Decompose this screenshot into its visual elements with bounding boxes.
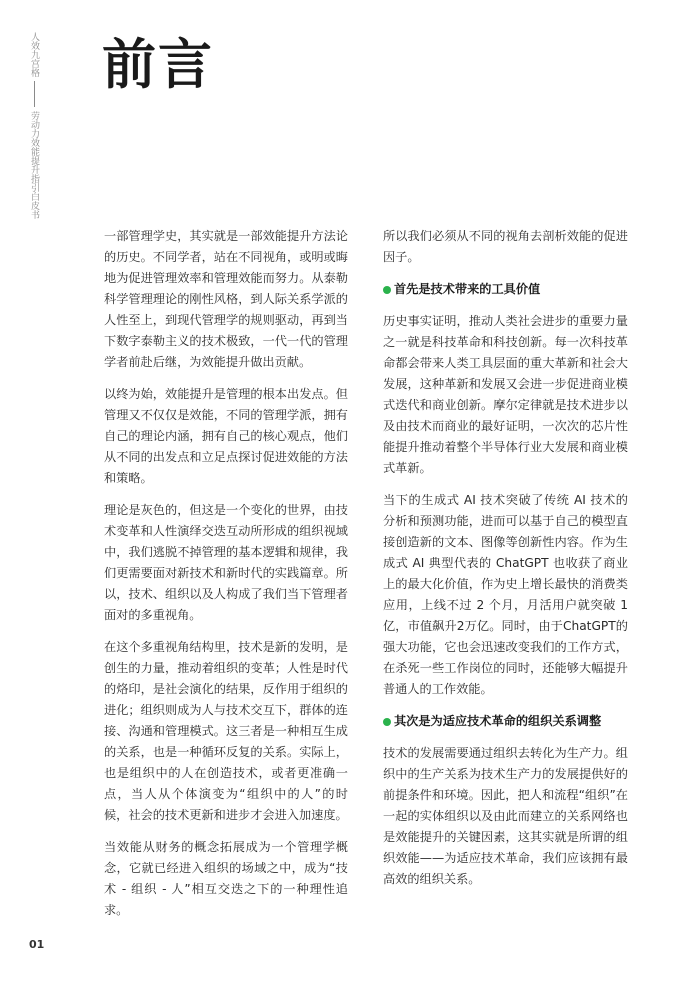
green-dot-icon (383, 286, 391, 294)
section-heading-text: 其次是为适应技术革命的组织关系调整 (394, 714, 602, 728)
side-label-divider (34, 81, 35, 107)
left-paragraph-2: 以终为始，效能提升是管理的根本出发点。但管理又不仅仅是效能，不同的管理学派，拥有自己的理论内涵，拥有自己的核心观点，他们从不同的出发点和立足点探讨促进效能的方法和策略。 (104, 387, 348, 485)
left-paragraph-1: 一部管理学史，其实就是一部效能提升方法论的历史。不同学者，站在不同视角，或明或晦地为促进管理效率和管理效能而努力。从泰勒科学管理理论的刚性风格，到人际关系学派的人性至上，到现代管理学的规则驱动，再到当下数字泰勒主义的技术极致，一代一代的管理学者前赴后继，为效能提升做出贡献。 (104, 229, 348, 369)
section1-paragraph-1: 历史事实证明，推动人类社会进步的重要力量之一就是科技革命和科技创新。每一次科技革命都会带来人类工具层面的重大革新和社会大发展，这种革新和发展又会进一步促进商业模式迭代和商业创新。摩尔定律就是技术进步以及由技术而商业的最好证明，一次次的芯片性能提升推动着整个半导体行业大发展和商业模式革新。 (383, 314, 628, 475)
section2-paragraph-1: 技术的发展需要通过组织去转化为生产力。组织中的生产关系为技术生产力的发展提供好的前提条件和环境。因此，把人和流程“组织”在一起的实体组织以及由此而建立的关系网络也是效能提升的关键因素，这其实就是所谓的组织效能——为适应技术革命，我们应该拥有最高效的组织关系。 (383, 746, 628, 886)
side-label (28, 32, 40, 219)
page-number: 01 (29, 938, 45, 951)
section-heading-org-relations (383, 711, 628, 732)
left-paragraph-5: 当效能从财务的概念拓展成为一个管理学概念，它就已经进入组织的场域之中，成为“技术 - 组织 - 人”相互交迭之下的一种理性追求。 (104, 840, 348, 917)
left-column (104, 226, 348, 932)
left-paragraph-4: 在这个多重视角结构里，技术是新的发明，是创生的力量，推动着组织的变革；人性是时代的烙印，是社会演化的结果，反作用于组织的进化；组织则成为人与技术交互下，群体的连接、沟通和管理模式。这三者是一种相互生成的关系，也是一种循环反复的关系。实际上，也是组织中的人在创造技术，或者更准确一点，当人从个体演变为“组织中的人”的时候，社会的技术更新和进步才会进入加速度。 (104, 640, 348, 822)
right-column (383, 226, 628, 901)
left-paragraph-3: 理论是灰色的，但这是一个变化的世界，由技术变革和人性演绎交迭互动所形成的组织视域中，我们逃脱不掉管理的基本逻辑和规律，我们更需要面对新技术和新时代的实践篇章。所以，技术、组织以及人构成了我们当下管理者面对的多重视角。 (104, 503, 348, 622)
section-heading-tool-value (383, 279, 628, 300)
side-label-document-title: 劳动力效能提升指引白皮书 (29, 111, 39, 219)
section1-paragraph-2: 当下的生成式 AI 技术突破了传统 AI 技术的分析和预测功能，进而可以基于自己的模型直接创造新的文本、图像等创新性内容。作为生成式 AI 典型代表的 ChatGPT 也收获了商业上的最大化价值，作为史上增长最快的消费类应用，上线不过 2 个月，月活用户就突破 1 亿，市值飙升2万亿。同时，由于ChatGPT的强大功能，它也会迅速改变我们的工作方式，在杀死一些工作岗位的同时，还能够大幅提升普通人的工作效能。 (383, 493, 628, 696)
section-heading-text: 首先是技术带来的工具价值 (394, 282, 541, 296)
green-dot-icon (383, 718, 391, 726)
right-intro-paragraph: 所以我们必须从不同的视角去剖析效能的促进因子。 (383, 229, 628, 264)
side-label-series: 人效九宫格 (29, 32, 39, 77)
page-title: 前言 (102, 33, 214, 96)
